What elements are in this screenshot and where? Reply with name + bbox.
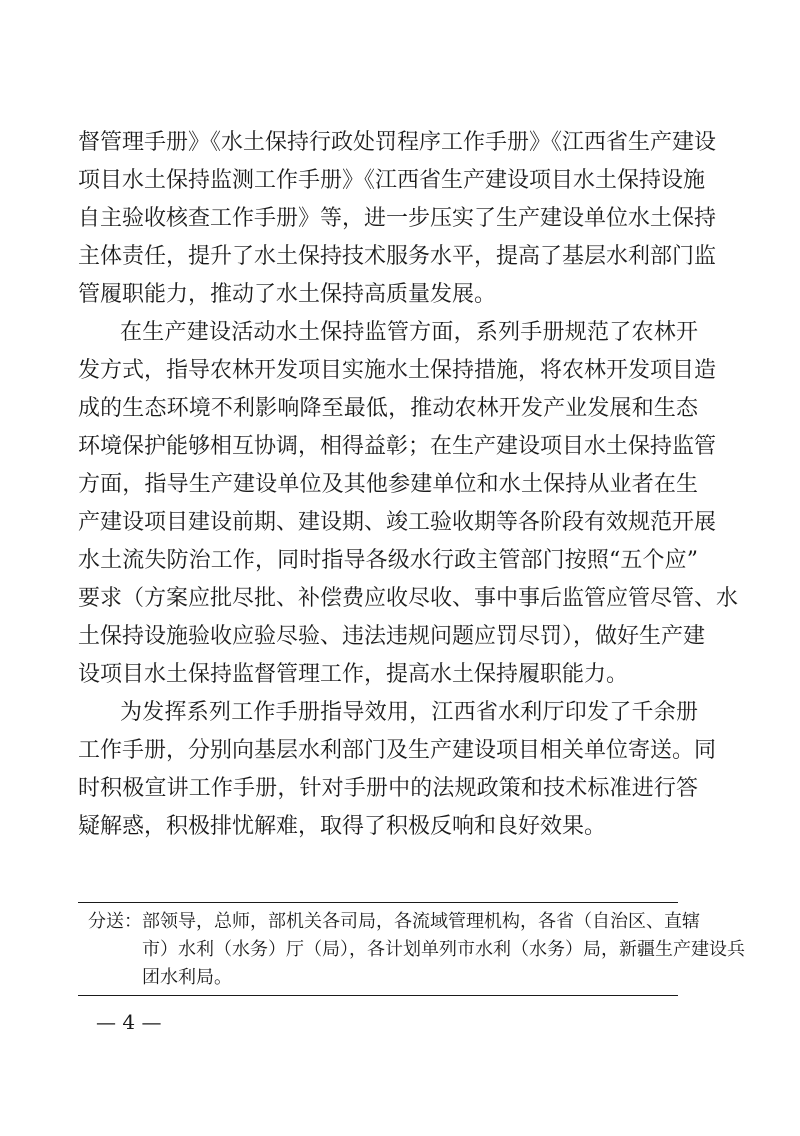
body-line: 工作手册，分别向基层水利部门及生产建设项目相关单位寄送。同 <box>78 738 717 763</box>
body-line: 产建设项目建设前期、建设期、竣工验收期等各阶段有效规范开展 <box>78 510 717 535</box>
page-number: — 4 — <box>96 1010 162 1034</box>
body-line: 要求（方案应批尽批、补偿费应收尽收、事中事后监管应管尽管、水 <box>78 586 739 611</box>
body-line: 督管理手册》《水土保持行政处罚程序工作手册》《江西省生产建设 <box>78 130 717 155</box>
body-line: 设项目水土保持监督管理工作，提高水土保持履职能力。 <box>78 662 629 687</box>
body-line: 为发挥系列工作手册指导效用，江西省水利厅印发了千余册 <box>120 700 698 725</box>
distribution-line: 团水利局。 <box>142 967 232 988</box>
body-line: 管履职能力，推动了水土保持高质量发展。 <box>78 282 497 307</box>
body-line: 项目水土保持监测工作手册》《江西省生产建设项目水土保持设施 <box>78 168 706 193</box>
body-line: 土保持设施验收应验尽验、违法违规问题应罚尽罚），做好生产建 <box>78 624 706 649</box>
distribution-line: 部领导，总师，部机关各司局，各流域管理机构，各省（自治区、直辖 <box>142 911 700 932</box>
divider-top <box>78 902 678 903</box>
body-line: 时积极宣讲工作手册，针对手册中的法规政策和技术标准进行答 <box>78 776 698 801</box>
body-line: 成的生态环境不利影响降至最低，推动农林开发产业发展和生态 <box>78 396 698 421</box>
body-line: 主体责任，提升了水土保持技术服务水平，提高了基层水利部门监 <box>78 244 717 269</box>
body-line: 发方式，指导农林开发项目实施水土保持措施，将农林开发项目造 <box>78 358 717 383</box>
distribution-label: 分送： <box>88 911 142 932</box>
body-line: 自主验收核查工作手册》等，进一步压实了生产建设单位水土保持 <box>78 206 717 231</box>
body-line: 水土流失防治工作，同时指导各级水行政主管部门按照“五个应” <box>78 548 698 573</box>
body-line: 在生产建设活动水土保持监管方面，系列手册规范了农林开 <box>120 320 698 345</box>
distribution-line: 市）水利（水务）厅（局），各计划单列市水利（水务）局，新疆生产建设兵 <box>142 939 745 960</box>
body-line: 疑解惑，积极排忧解难，取得了积极反响和良好效果。 <box>78 814 607 839</box>
body-line: 环境保护能够相互协调，相得益彰；在生产建设项目水土保持监管 <box>78 434 717 459</box>
body-line: 方面，指导生产建设单位及其他参建单位和水土保持从业者在生 <box>78 472 698 497</box>
divider-bottom <box>78 995 678 996</box>
